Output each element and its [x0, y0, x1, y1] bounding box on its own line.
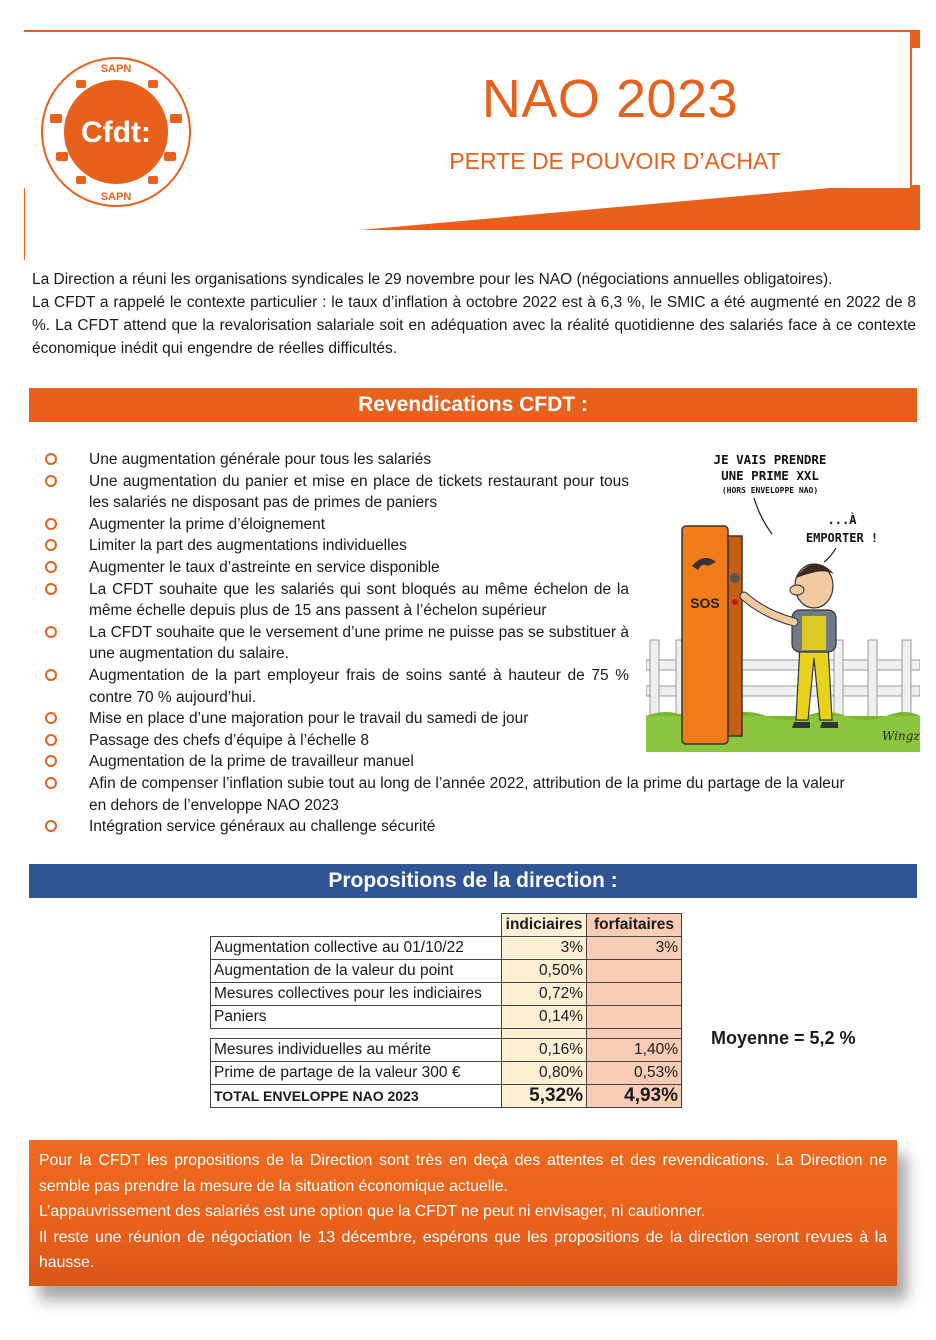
- list-item: Augmentation de la prime de travailleur manuel: [42, 751, 629, 773]
- logo-bottom-label: SAPN: [100, 191, 132, 203]
- table-row: Prime de partage de la valeur 300 € 0,80% 0,53%: [211, 1062, 682, 1085]
- cartoon-illustration: [646, 440, 920, 752]
- bullet-icon: [45, 539, 57, 551]
- list-item: Passage des chefs d’équipe à l’échelle 8: [42, 730, 629, 752]
- list-item: Afin de compenser l’inflation subie tout au long de l’année 2022, attribution de la prime du partage de la valeur en dehors de l’enveloppe NAO 2023: [42, 773, 862, 816]
- worker-figure: [744, 564, 838, 728]
- list-item: Augmenter le taux d’astreinte en service disponible: [42, 557, 629, 579]
- conclusion-box: [29, 1140, 897, 1286]
- header-corner: [912, 30, 920, 48]
- conclusion-paragraph-3: Il reste une réunion de négociation le 13 décembre, espérons que les propositions de la direction seront revues à la hausse.: [39, 1228, 887, 1271]
- bullet-icon: [45, 712, 57, 724]
- bullet-icon: [45, 453, 57, 465]
- proposals-heading: Propositions de la direction :: [29, 864, 917, 898]
- conclusion-paragraph-2: L’appauvrissement des salariés est une option que la CFDT ne peut ni envisager, ni cautionner.: [39, 1203, 706, 1220]
- page-title: NAO 2023: [481, 69, 739, 129]
- col-forfaitaires: forfaitaires: [587, 914, 682, 937]
- bullet-icon: [45, 777, 57, 789]
- proposals-table: [210, 913, 682, 1108]
- average-label: Moyenne = 5,2 %: [711, 1028, 856, 1048]
- table-row: Augmentation collective au 01/10/22 3% 3%: [211, 937, 682, 960]
- svg-text:...À: ...À: [827, 513, 857, 527]
- cartoon-signature: Wingz: [882, 729, 920, 743]
- col-indiciaires: indiciaires: [502, 914, 587, 937]
- svg-text:JE VAIS PRENDRE: JE VAIS PRENDRE: [713, 452, 827, 467]
- table-row: Paniers 0,14%: [211, 1006, 682, 1029]
- bullet-icon: [45, 561, 57, 573]
- list-item: Mise en place d’une majoration pour le travail du samedi de jour: [42, 708, 629, 730]
- bullet-icon: [45, 518, 57, 530]
- list-item: La CFDT souhaite que le versement d’une prime ne puisse pas se substituer à une augmentation du salaire.: [42, 622, 629, 665]
- svg-text:(HORS ENVELOPPE NAO): (HORS ENVELOPPE NAO): [721, 486, 819, 495]
- sos-label: SOS: [690, 595, 720, 611]
- bullet-icon: [45, 626, 57, 638]
- speech-bubble-2: [806, 512, 878, 562]
- table-row: Augmentation de la valeur du point 0,50%: [211, 960, 682, 983]
- list-item: La CFDT souhaite que les salariés qui sont bloqués au même échelon de la même échelle depuis plus de 15 ans passent à l’échelon supérieur: [42, 579, 629, 622]
- table-total-row: TOTAL ENVELOPPE NAO 2023 5,32% 4,93%: [211, 1085, 682, 1108]
- list-item: Limiter la part des augmentations individuelles: [42, 535, 629, 557]
- table-row: Mesures individuelles au mérite 0,16% 1,40%: [211, 1039, 682, 1062]
- demands-heading: Revendications CFDT :: [29, 388, 917, 422]
- svg-text:EMPORTER !: EMPORTER !: [805, 531, 879, 545]
- svg-text:UNE PRIME XXL: UNE PRIME XXL: [721, 468, 819, 483]
- table-spacer-row: [211, 1029, 682, 1039]
- list-item: Une augmentation générale pour tous les salariés: [42, 449, 629, 471]
- list-item: Intégration service généraux au challenge sécurité: [42, 816, 862, 838]
- intro-text: [32, 268, 916, 360]
- bullet-icon: [45, 475, 57, 487]
- table-row: Mesures collectives pour les indiciaires 0,72%: [211, 983, 682, 1006]
- conclusion-paragraph-1: Pour la CFDT les propositions de la Direction sont très en deçà des attentes et des revendications. La Direction ne semble pas prendre la mesure de la situation économique actuelle.: [39, 1152, 887, 1195]
- bullet-icon: [45, 583, 57, 595]
- logo-top-label: SAPN: [100, 63, 132, 75]
- bullet-icon: [45, 734, 57, 746]
- bullet-icon: [45, 820, 57, 832]
- sos-post: [682, 526, 742, 744]
- table-header-row: [211, 914, 682, 937]
- intro-line-1: La Direction a réuni les organisations syndicales le 29 novembre pour les NAO (négociations annuelles obligatoires).: [32, 271, 833, 288]
- intro-line-2: La CFDT a rappelé le contexte particulier : le taux d’inflation à octobre 2022 est à 6,3 %, le SMIC a été augmenté en 2022 de 8 %. La CFDT attend que la revalorisation salariale soit en adéquation avec la réalité quotidienne des salariés face à ce contexte économique inédit qui engendre de réelles difficultés.: [32, 294, 916, 357]
- list-item: Augmenter la prime d’éloignement: [42, 514, 629, 536]
- bullet-icon: [45, 669, 57, 681]
- bullet-icon: [45, 755, 57, 767]
- list-item: Augmentation de la part employeur frais de soins santé à hauteur de 75 % contre 70 % aujourd’hui.: [42, 665, 629, 708]
- page-subtitle: PERTE DE POUVOIR D’ACHAT: [449, 148, 781, 174]
- list-item: Une augmentation du panier et mise en place de tickets restaurant pour tous les salariés ne disposant pas de primes de paniers: [42, 471, 629, 514]
- logo-text: Cfdt:: [81, 116, 151, 149]
- cfdt-logo: [36, 52, 196, 212]
- speech-bubble-1: [714, 452, 827, 534]
